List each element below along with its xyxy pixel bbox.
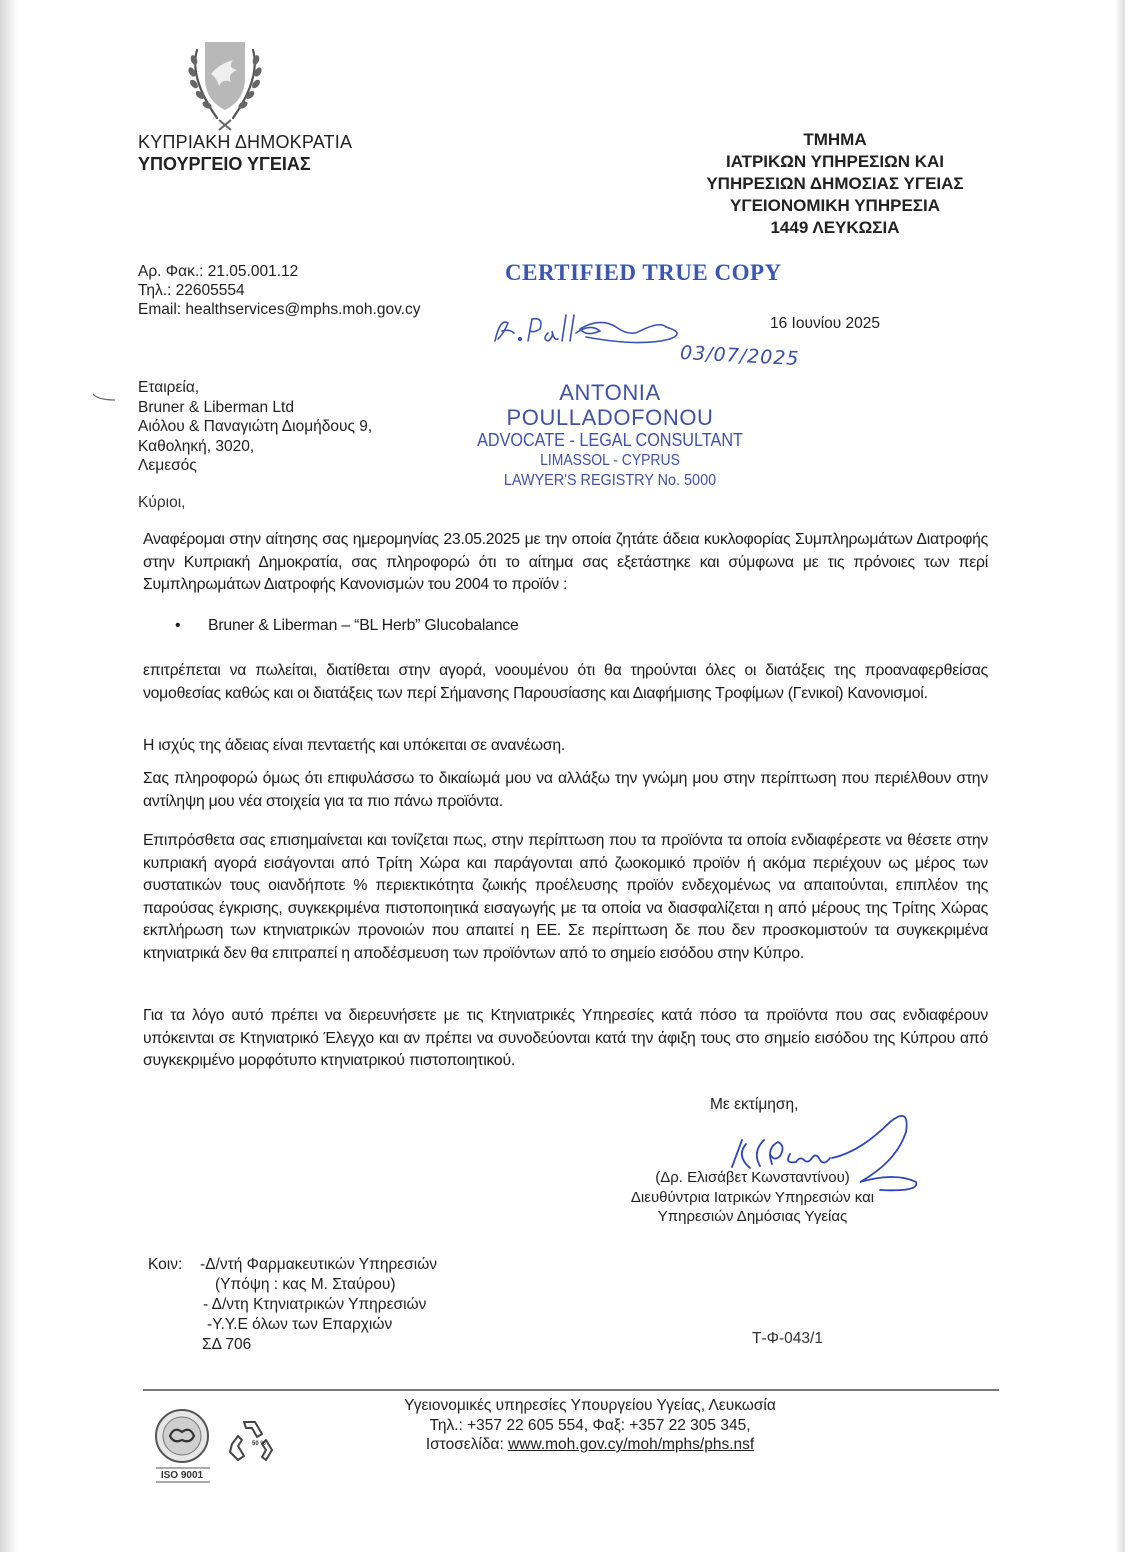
- lawyer-stamp: [455, 380, 765, 491]
- phone-number: Τηλ.: 22605554: [138, 282, 245, 299]
- product-list-item: [175, 617, 519, 635]
- footer-line: Τηλ.: +357 22 605 554, Φαξ: +357 22 305 345,: [429, 1416, 751, 1434]
- cc-item: -Δ/ντή Φαρμακευτικών Υπηρεσιών: [200, 1256, 438, 1273]
- svg-text:ISO 9001: ISO 9001: [160, 1470, 204, 1481]
- certifier-signature-icon: [490, 303, 690, 348]
- body-paragraph: Η ισχύς της άδειας είναι πενταετής και υπόκειται σε ανανέωση.: [143, 737, 566, 754]
- body-paragraph: Επιπρόσθετα σας επισημαίνεται και τονίζεται πως, στην περίπτωση που τα προϊόντα τα οποία ενδιαφέρεστε να θέσετε στην κυπριακή αγορά εισάγονται από Τρίτη Χώρα και παράγονται από ζωοκομικό προϊόν ή ακόμα περιέχουν ως μέρος των συστατικών τους οιανδήποτε % περιεκτικότητα ζωικής προέλευσης προϊόν ενδεχομένως να απαιτούνται, επιπλέον της παρούσας έγκρισης, συγκεκριμένα πιστοποιητικά εισαγωγής με τα οποία να διασφαλίζεται η από μέρους της Τρίτης Χώρας εκπλήρωση των κτηνιατρικών προνοιών που απαιτεί η ΕΕ. Σε περίπτωση δε που δεν προσκομιστούν τα συγκεκριμένα κτηνιατρικά δεν θα επιτραπεί η αποδέσμευση των προϊόντων από το σημείο εισόδου στην Κύπρο.: [143, 832, 988, 962]
- reference-block: [138, 262, 421, 319]
- department-line: ΥΠΗΡΕΣΙΩΝ ΔΗΜΟΣΙΑΣ ΥΓΕΙΑΣ: [706, 174, 964, 193]
- recycle-icon: [222, 1414, 277, 1469]
- signatory-block: [610, 1168, 895, 1227]
- cc-item: -Υ.Υ.Ε όλων των Επαρχιών: [207, 1316, 393, 1333]
- footer-contact: [330, 1396, 850, 1455]
- cc-label: Κοιν:: [148, 1256, 183, 1273]
- footer-line: Υγειονομικές υπηρεσίες Υπουργείου Υγείας, Λευκωσία: [404, 1397, 776, 1414]
- department-line: ΙΑΤΡΙΚΩΝ ΥΠΗΡΕΣΙΩΝ ΚΑΙ: [725, 152, 945, 171]
- salutation: Κύριοι,: [138, 494, 186, 511]
- file-number: Αρ. Φακ.: 21.05.001.12: [138, 263, 299, 280]
- body-paragraph: Αναφέρομαι στην αίτησης σας ημερομηνίας 23.05.2025 με την οποία ζητάτε άδεια κυκλοφορίας Συμπληρωμάτων Διατροφής στην Κυπριακή Δημοκρατία, σας πληροφορώ ότι το αίτημα σας εξετάστηκε και σύμφωνα με τις πρόνοιες των περί Συμπληρωμάτων Διατροφής Κανονισμών του 2004 το προϊόν :: [143, 531, 988, 593]
- addressee-line: Αιόλου & Παναγιώτη Διομήδους 9,: [138, 418, 373, 435]
- website-label: Ιστοσελίδα:: [425, 1436, 509, 1453]
- addressee-line: Εταιρεία,: [138, 379, 200, 396]
- lawyer-role: ADVOCATE - LEGAL CONSULTANT: [477, 430, 743, 450]
- email-address: Email: healthservices@mphs.moh.gov.cy: [138, 301, 421, 318]
- department-line: ΤΜΗΜΑ: [803, 130, 867, 149]
- addressee-line: Λεμεσός: [138, 457, 197, 474]
- lawyer-registry: LAWYER'S REGISTRY No. 5000: [503, 472, 717, 489]
- addressee-line: Καθοληκή, 3020,: [138, 437, 255, 455]
- department-line: ΥΓΕΙΟΝΟΜΙΚΗ ΥΠΗΡΕΣΙΑ: [730, 196, 940, 215]
- cc-item: (Υπόψη : κας Μ. Σταύρου): [215, 1276, 396, 1293]
- lawyer-name: ANTONIA POULLADOFONOU: [506, 380, 714, 430]
- svg-text:50 %: 50 %: [252, 1441, 266, 1447]
- product-name: Bruner & Liberman – “BL Herb” Glucobalance: [208, 617, 519, 634]
- cyprus-coat-of-arms-icon: [175, 38, 275, 133]
- closing-phrase: Με εκτίμηση,: [710, 1096, 799, 1113]
- website-link[interactable]: www.moh.gov.cy/moh/mphs/phs.nsf: [508, 1436, 755, 1453]
- body-paragraph: επιτρέπεται να πωλείται, διατίθεται στην αγορά, νοουμένου ότι θα τηρούνται όλες οι διατάξεις της προαναφερθείσας νομοθεσίας καθώς και οι διατάξεις των περί Σήμανσης Παρουσίασης και Διαφήμισης Τροφίμων (Γενικοί) Κανονισμοί.: [143, 662, 988, 702]
- footer-line: [330, 1435, 850, 1455]
- signatory-title: Διευθύντρια Ιατρικών Υπηρεσιών και: [630, 1188, 875, 1206]
- ministry-heading: [138, 131, 352, 175]
- page-shadow-right: [1115, 0, 1125, 1552]
- body-paragraph: Για τα λόγο αυτό πρέπει να διερευνήσετε με τις Κτηνιατρικές Υπηρεσίες κατά πόσο τα προϊόντα που σας ενδιαφέρουν υπόκεινται σε Κτηνιατρικό Έλεγχο και αν πρέπει να συνοδεύονται κατά την άφιξη τους στο σημείο εισόδου της Κύπρου από συγκεκριμένο μορφότυπο κτηνιατρικού πιστοποιητικού.: [143, 1007, 988, 1069]
- iso-certification-icon: [150, 1406, 215, 1484]
- signatory-name: (Δρ. Ελισάβετ Κωνσταντίνου): [655, 1169, 850, 1186]
- body-paragraph: Σας πληροφορώ όμως ότι επιφυλάσσω το δικαίωμά μου να αλλάξω την γνώμη μου στην περίπτωση που περιέλθουν στην αντίληψη μου νέα στοιχεία για τα πιο πάνω προϊόντα.: [143, 770, 988, 810]
- ministry-name: ΥΠΟΥΡΓΕΙΟ ΥΓΕΙΑΣ: [138, 154, 311, 174]
- margin-mark-icon: [92, 393, 116, 403]
- cc-item: - Δ/ντη Κτηνιατρικών Υπηρεσιών: [203, 1296, 427, 1313]
- form-code: Τ-Φ-043/1: [752, 1330, 823, 1347]
- department-heading: [680, 129, 990, 239]
- cc-item: ΣΔ 706: [202, 1336, 252, 1353]
- department-line: 1449 ΛΕΥΚΩΣΙΑ: [770, 218, 900, 237]
- page-shadow-left: [0, 0, 18, 1552]
- addressee-block: [138, 378, 372, 476]
- letter-date: 16 Ιουνίου 2025: [770, 315, 881, 332]
- certified-true-copy-stamp: CERTIFIED TRUE COPY: [505, 260, 782, 285]
- addressee-line: Bruner & Liberman Ltd: [138, 398, 294, 416]
- cc-list: [200, 1255, 437, 1355]
- country-name: ΚΥΠΡΙΑΚΗ ΔΗΜΟΚΡΑΤΙΑ: [138, 132, 353, 152]
- bullet-icon: •: [175, 617, 181, 634]
- footer-divider: [143, 1389, 999, 1391]
- signatory-title: Υπηρεσιών Δημόσιας Υγείας: [657, 1208, 848, 1225]
- handwritten-certification-date: 03/07/2025: [679, 341, 801, 371]
- lawyer-city: LIMASSOL - CYPRUS: [540, 452, 680, 469]
